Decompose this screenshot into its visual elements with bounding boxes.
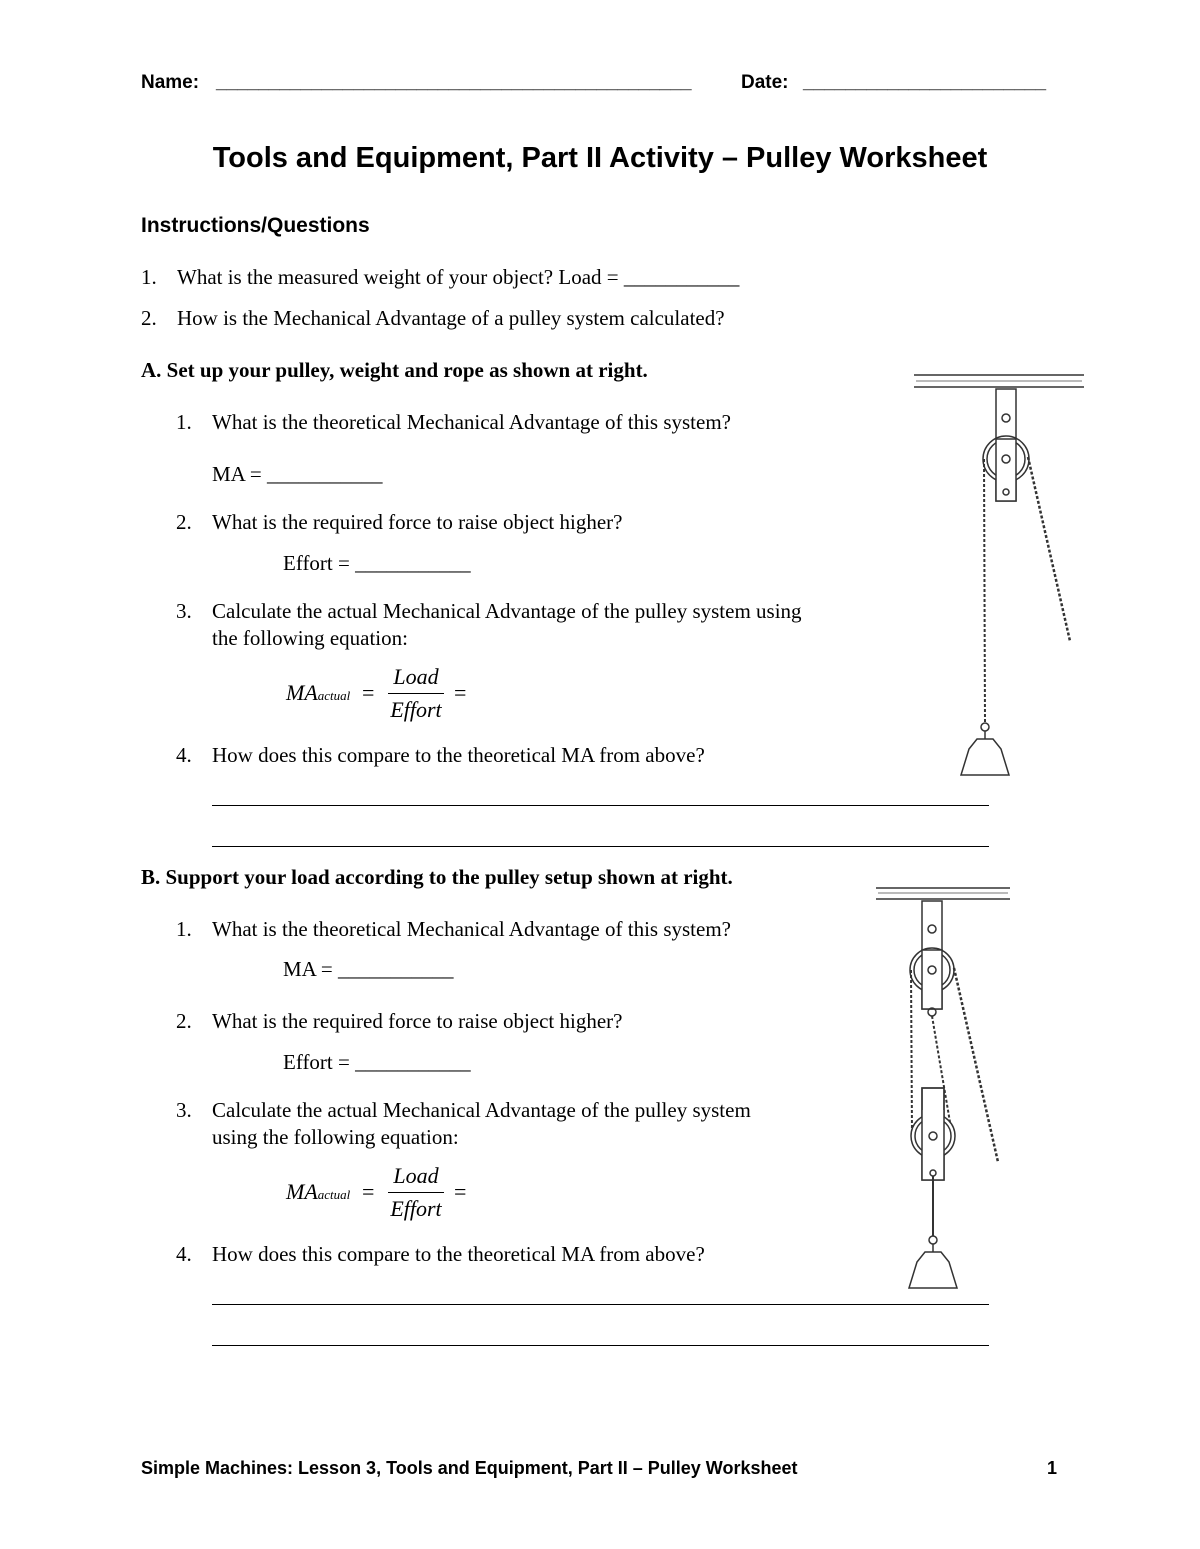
section-b-question-2: [176, 1009, 623, 1034]
question-number: 1.: [176, 410, 192, 434]
intro-question-2: [141, 306, 725, 331]
equation-ma: MA: [286, 1179, 318, 1204]
equation-trailing-equals: =: [454, 1179, 467, 1204]
name-label: Name:: [141, 72, 200, 93]
instructions-heading: Instructions/Questions: [141, 214, 370, 237]
section-a-answer-line-2[interactable]: [212, 846, 989, 847]
question-text-line-1: Calculate the actual Mechanical Advantage of the pulley system using: [212, 599, 802, 623]
section-a-question-3: [176, 599, 802, 650]
equation-subscript: actual: [317, 688, 351, 703]
double-pulley-diagram: [870, 880, 1030, 1300]
section-b-answer-line-1[interactable]: [212, 1304, 989, 1305]
single-pulley-diagram: [900, 365, 1100, 805]
question-text: What is the required force to raise object higher?: [212, 510, 623, 534]
question-number: 3.: [176, 1098, 192, 1122]
section-b-heading: B. Support your load according to the pulley setup shown at right.: [141, 865, 733, 889]
section-a-ma-answer[interactable]: MA = ___________: [212, 462, 383, 486]
page-title: Tools and Equipment, Part II Activity – Pulley Worksheet: [212, 142, 988, 174]
date-label: Date:: [741, 72, 789, 93]
question-text: What is the theoretical Mechanical Advantage of this system?: [212, 410, 731, 434]
question-text: What is the measured weight of your object? Load = ___________: [177, 265, 740, 289]
equation-trailing-equals: =: [454, 680, 467, 705]
equation-subscript: actual: [317, 1187, 351, 1202]
equation-denominator: Effort: [390, 697, 442, 722]
question-text: What is the required force to raise object higher?: [212, 1009, 623, 1033]
section-a-question-1: [176, 410, 731, 435]
page-number: 1: [1047, 1458, 1058, 1478]
equation-ma: MA: [286, 680, 318, 705]
name-field[interactable]: _____________________________________________: [216, 72, 692, 93]
question-text-line-1: Calculate the actual Mechanical Advantage of the pulley system: [212, 1098, 751, 1122]
section-a-question-4: [176, 743, 705, 768]
date-field[interactable]: _______________________: [803, 72, 1047, 93]
question-number: 4.: [176, 1242, 192, 1266]
section-a-question-2: [176, 510, 623, 535]
question-text: What is the theoretical Mechanical Advantage of this system?: [212, 917, 731, 941]
section-b-question-3: [176, 1098, 751, 1149]
section-a-effort-answer[interactable]: Effort = ___________: [283, 551, 471, 575]
question-text-line-2: using the following equation:: [212, 1125, 459, 1149]
question-number: 3.: [176, 599, 192, 623]
section-a-answer-line-1[interactable]: [212, 805, 989, 806]
equation-denominator: Effort: [390, 1196, 442, 1221]
section-a-heading: A. Set up your pulley, weight and rope as shown at right.: [141, 358, 648, 382]
question-text-line-2: the following equation:: [212, 626, 408, 650]
equation-equals: =: [362, 1179, 375, 1204]
equation-b: [286, 1163, 486, 1227]
fraction-bar: [388, 1192, 444, 1193]
section-b-ma-answer[interactable]: MA = ___________: [283, 957, 454, 981]
section-b-question-1: [176, 917, 731, 942]
section-b-effort-answer[interactable]: Effort = ___________: [283, 1050, 471, 1074]
equation-numerator: Load: [393, 664, 439, 689]
question-number: 2.: [176, 1009, 192, 1033]
question-text: How is the Mechanical Advantage of a pulley system calculated?: [177, 306, 725, 330]
question-number: 2.: [176, 510, 192, 534]
question-number: 1.: [176, 917, 192, 941]
question-number: 4.: [176, 743, 192, 767]
question-text: How does this compare to the theoretical MA from above?: [212, 1242, 705, 1266]
section-b-question-4: [176, 1242, 705, 1267]
intro-question-1: [141, 265, 740, 290]
question-number: 1.: [141, 265, 157, 289]
equation-equals: =: [362, 680, 375, 705]
footer-text: Simple Machines: Lesson 3, Tools and Equipment, Part II – Pulley Worksheet: [141, 1458, 798, 1478]
equation-a: [286, 664, 486, 728]
question-text: How does this compare to the theoretical MA from above?: [212, 743, 705, 767]
section-b-answer-line-2[interactable]: [212, 1345, 989, 1346]
equation-numerator: Load: [393, 1163, 439, 1188]
fraction-bar: [388, 693, 444, 694]
question-number: 2.: [141, 306, 157, 330]
